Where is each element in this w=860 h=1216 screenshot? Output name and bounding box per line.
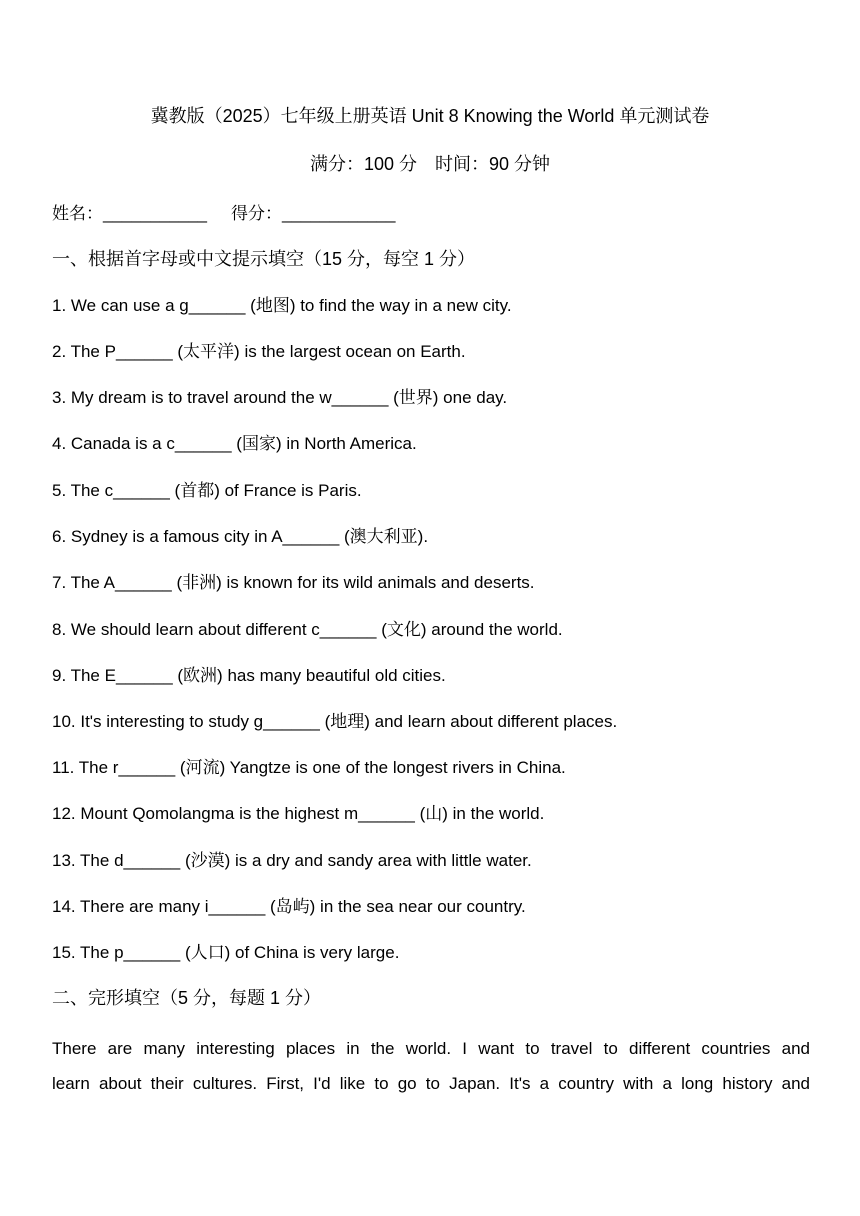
section1-heading: 一、根据首字母或中文提示填空（15 分，每空 1 分） [52,249,476,269]
question-7: 7. The A______ (非洲) is known for its wild animals and deserts. [52,573,535,592]
question-3: 3. My dream is to travel around the w______ (世界) one day. [52,388,508,407]
passage-line-2: learn about their cultures. First, I'd like to go to Japan. It's a country with a long history and [52,1074,810,1093]
question-2: 2. The P______ (太平洋) is the largest ocean on Earth. [52,342,466,361]
question-11: 11. The r______ (河流) Yangtze is one of the longest rivers in China. [52,758,566,777]
question-14: 14. There are many i______ (岛屿) in the sea near our country. [52,897,526,916]
name-field-label: 姓名：___________ [52,204,208,223]
question-1: 1. We can use a g______ (地图) to find the way in a new city. [52,296,512,315]
question-4: 4. Canada is a c______ (国家) in North America. [52,434,417,453]
question-5: 5. The c______ (首都) of France is Paris. [52,481,362,500]
student-info-line [52,201,395,227]
question-15: 15. The p______ (人口) of China is very large. [52,943,400,962]
page-title: 冀教版（2025）七年级上册英语 Unit 8 Knowing the World 单元测试卷 [150,106,710,126]
question-12: 12. Mount Qomolangma is the highest m______ (山) in the world. [52,804,545,823]
question-9: 9. The E______ (欧洲) has many beautiful old cities. [52,666,446,685]
question-8: 8. We should learn about different c______ (文化) around the world. [52,620,563,639]
passage-line-1: There are many interesting places in the world. I want to travel to different countries and [52,1039,810,1058]
cloze-passage [52,1031,810,1101]
score-field-label: 得分：____________ [231,204,396,223]
section2-heading: 二、完形填空（5 分，每题 1 分） [52,988,322,1008]
question-10: 10. It's interesting to study g______ (地理) and learn about different places. [52,712,618,731]
question-13: 13. The d______ (沙漠) is a dry and sandy area with little water. [52,851,532,870]
page-subtitle: 满分：100 分 时间：90 分钟 [309,154,551,174]
question-6: 6. Sydney is a famous city in A______ (澳大利亚). [52,527,429,546]
